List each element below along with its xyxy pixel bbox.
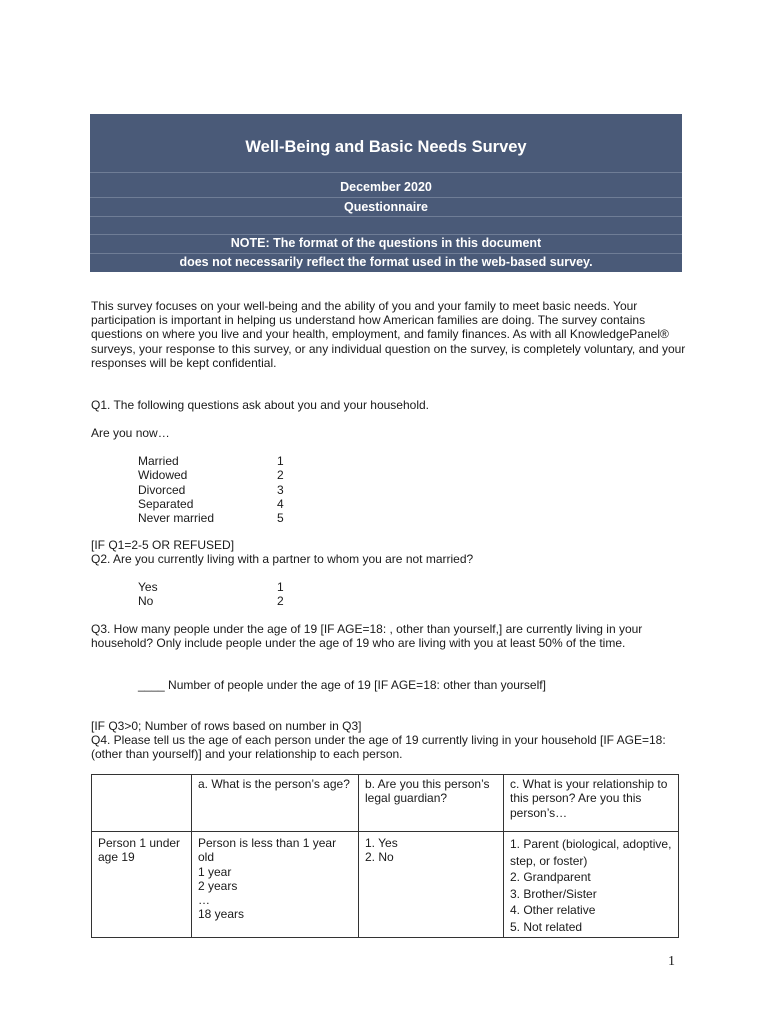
- row-label-person-1: Person 1 under age 19: [92, 832, 192, 938]
- guardian-option: 2. No: [365, 850, 394, 865]
- guardian-option: 1. Yes: [365, 836, 398, 850]
- q3-answer-line: ____ Number of people under the age of 19 [IF AGE=18: other than yourself]: [138, 678, 546, 692]
- q4-table: [91, 774, 679, 938]
- survey-date: December 2020: [340, 180, 432, 194]
- option-code: 1: [277, 454, 284, 468]
- format-note-line1: NOTE: The format of the questions in this document: [230, 236, 542, 250]
- age-option: 2 years: [198, 878, 238, 893]
- format-note-line2: does not necessarily reflect the format used in the web-based survey.: [179, 255, 593, 269]
- q3-question: Q3. How many people under the age of 19 [IF AGE=18: , other than yourself,] are currently living in your household? Only include people under the age of 19 who are living with you at least 50% of the time.: [91, 622, 643, 651]
- option-label: Widowed: [138, 468, 188, 483]
- header-divider: [90, 234, 682, 235]
- relationship-options-cell: [504, 832, 679, 938]
- q1-options: [138, 454, 284, 525]
- guardian-options-cell: [359, 832, 504, 938]
- q4-question: Q4. Please tell us the age of each person under the age of 19 currently living in your household [IF AGE=18: (other than yourself)] and your relationship to each person.: [91, 733, 666, 762]
- option-row: [138, 594, 284, 608]
- option-row: [138, 468, 284, 482]
- option-row: [138, 497, 284, 511]
- header-divider: [90, 253, 682, 254]
- option-label: Divorced: [138, 482, 186, 497]
- option-code: 4: [277, 496, 284, 511]
- q2-options: [138, 580, 284, 609]
- q4-condition: [IF Q3>0; Number of rows based on number in Q3]: [91, 719, 362, 733]
- option-code: 2: [277, 594, 284, 609]
- option-row: [138, 511, 284, 525]
- relationship-option: 3. Brother/Sister: [510, 886, 597, 901]
- relationship-option: 1. Parent (biological, adoptive, step, or foster): [510, 837, 672, 868]
- option-row: [138, 454, 284, 468]
- document-type: Questionnaire: [343, 200, 429, 214]
- age-option: …: [198, 893, 210, 908]
- column-header-guardian: b. Are you this person’s legal guardian?: [359, 775, 504, 832]
- option-code: 2: [277, 468, 284, 483]
- option-label: Married: [138, 454, 179, 468]
- option-row: [138, 580, 284, 594]
- survey-title: Well-Being and Basic Needs Survey: [245, 138, 527, 156]
- table-corner-cell: [92, 775, 192, 832]
- option-label: Separated: [138, 496, 194, 511]
- survey-header: [90, 114, 682, 272]
- table-row: [92, 832, 679, 938]
- age-option: Person is less than 1 year old: [198, 836, 337, 865]
- option-label: Yes: [138, 580, 158, 594]
- intro-paragraph: [91, 299, 686, 370]
- table-header-row: [92, 775, 679, 832]
- q2-condition: [IF Q1=2-5 OR REFUSED]: [91, 538, 235, 552]
- option-code: 3: [277, 482, 284, 497]
- column-header-relationship: c. What is your relationship to this person? Are you this person’s…: [504, 775, 679, 832]
- option-label: Never married: [138, 511, 215, 526]
- option-row: [138, 483, 284, 497]
- relationship-option: 4. Other relative: [510, 903, 596, 917]
- relationship-option: 5. Not related: [510, 919, 583, 934]
- age-options-cell: [192, 832, 359, 938]
- option-code: 1: [277, 580, 284, 594]
- header-divider: [90, 197, 682, 198]
- age-option: 18 years: [198, 907, 245, 922]
- age-option: 1 year: [198, 864, 232, 879]
- intro-text: This survey focuses on your well-being and the ability of you and your family to meet basic needs. Your participation is important in helping us understand how American families are doing. The survey contains questions on where you live and your health, employment, and family finances. As with all KnowledgePanel® surveys, your response to this survey, or any individual question on the survey, is completely voluntary, and your responses will be kept confidential.: [91, 299, 686, 370]
- q1-question: Q1. The following questions ask about you and your household.: [91, 398, 430, 412]
- option-label: No: [138, 594, 154, 609]
- q1-prompt: Are you now…: [91, 426, 170, 440]
- header-divider: [90, 172, 682, 173]
- header-divider: [90, 216, 682, 217]
- page-number: 1: [668, 954, 675, 969]
- relationship-option: 2. Grandparent: [510, 870, 591, 884]
- q2-question: Q2. Are you currently living with a partner to whom you are not married?: [91, 552, 474, 566]
- column-header-age: a. What is the person’s age?: [192, 775, 359, 832]
- option-code: 5: [277, 511, 284, 526]
